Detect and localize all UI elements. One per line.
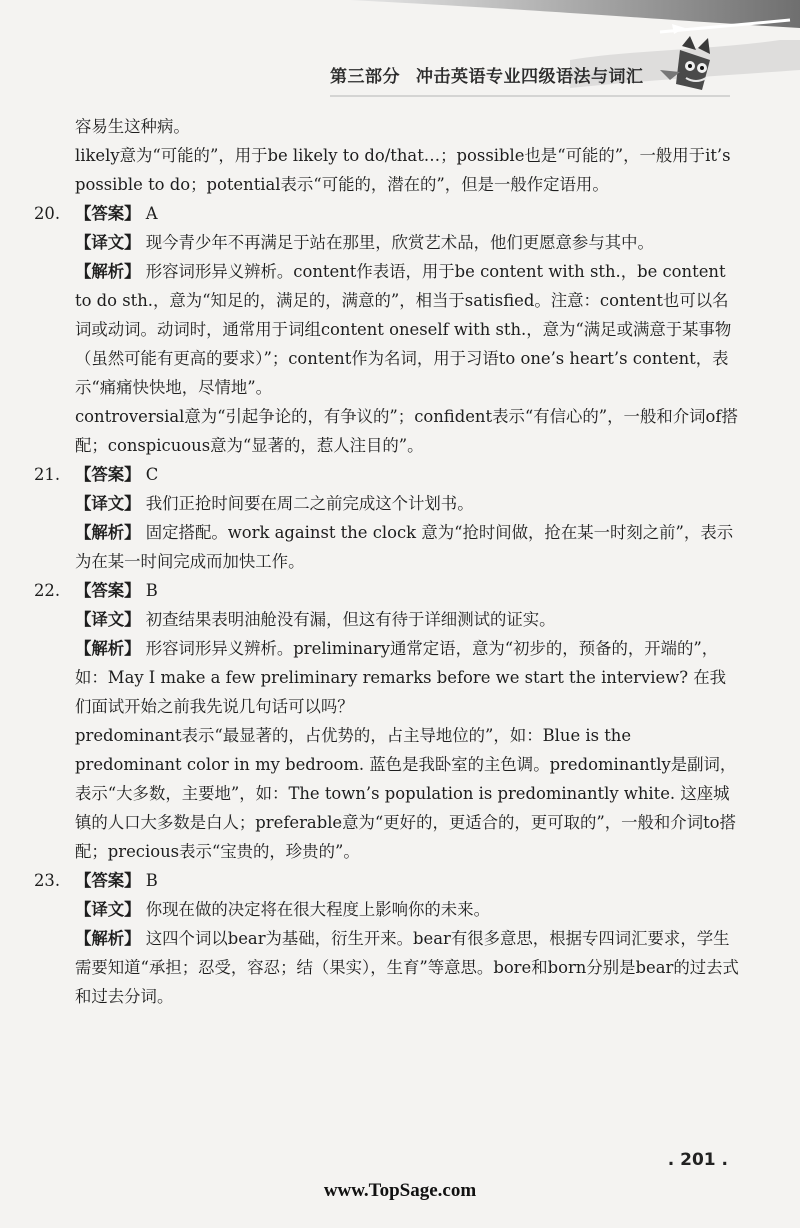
analysis-text: 这四个词以bear为基础，衍生开来。bear有很多意思，根据专四词汇要求，学生需要知道“承担；忍受，容忍；结（果实），生育”等意思。bore和born分别是bear的过去式和过去分词。 — [75, 929, 739, 1006]
item-number: 21. — [34, 465, 61, 484]
answer-line — [34, 576, 740, 605]
translation-label: 【译文】 — [75, 494, 141, 513]
header-decoration — [330, 0, 800, 120]
running-header — [330, 62, 644, 87]
intro-paragraph: 容易生这种病。 — [75, 117, 190, 136]
analysis-paragraph: predominant表示“最显著的，占优势的，占主导地位的”，如：Blue is the predominant color in my bedroom. 蓝色是我卧室的主色调。predominantly是副词，表示“大多数，主要地”，如：The town’s population is predominantly white. 这座城镇的人口大多数是白人；preferable意为“更好的，更适合的，更可取的”，一般和介词to搭配；precious表示“宝贵的，珍贵的”。 — [75, 726, 737, 861]
analysis-line — [40, 257, 740, 402]
answer-value: A — [145, 204, 158, 223]
answer-line — [34, 199, 740, 228]
page-number: . 201 . — [667, 1150, 728, 1170]
answer-value: B — [145, 871, 158, 890]
translation-label: 【译文】 — [75, 233, 141, 252]
translation-text: 你现在做的决定将在很大程度上影响你的未来。 — [145, 900, 490, 919]
analysis-text: 固定搭配。work against the clock 意为“抢时间做，抢在某一时刻之前”，表示为在某一时间完成而加快工作。 — [75, 523, 734, 571]
answer-label: 【答案】 — [75, 871, 141, 890]
translation-line — [40, 228, 740, 257]
translation-text: 我们正抢时间要在周二之前完成这个计划书。 — [145, 494, 474, 513]
answer-item — [34, 576, 740, 866]
translation-line — [40, 489, 740, 518]
footer-url: www.TopSage.com — [323, 1180, 477, 1201]
answer-line — [34, 866, 740, 895]
item-number: 20. — [34, 204, 61, 223]
analysis-line — [40, 518, 740, 576]
answer-label: 【答案】 — [75, 204, 141, 223]
analysis-label: 【解析】 — [75, 523, 141, 542]
analysis-text: 形容词形异义辨析。preliminary通常定语，意为“初步的，预备的，开端的”，如：May I make a few preliminary remarks before we start the interview? 在我们面试开始之前我先说几句话可以吗？ — [75, 639, 726, 716]
analysis-label: 【解析】 — [75, 929, 141, 948]
translation-label: 【译文】 — [75, 610, 141, 629]
translation-line — [40, 605, 740, 634]
translation-label: 【译文】 — [75, 900, 141, 919]
answer-item — [34, 460, 740, 576]
answer-label: 【答案】 — [75, 581, 141, 600]
header-title-text: 冲击英语专业四级语法与词汇 — [416, 67, 644, 87]
analysis-line — [40, 634, 740, 721]
translation-text: 现今青少年不再满足于站在那里，欣赏艺术品，他们更愿意参与其中。 — [145, 233, 654, 252]
analysis-text: 形容词形异义辨析。content作表语，用于be content with sth.，be content to do sth.，意为“知足的，满足的，满意的”，相当于satisfied。注意：content也可以名词或动词。动词时，通常用于词组content oneself with sth.，意为“满足或满意于某事物（虽然可能有更高的要求）”；content作为名词，用于习语to one’s heart’s content，表示“痛痛快快地，尽情地”。 — [75, 262, 732, 397]
translation-line — [40, 895, 740, 924]
answer-value: C — [145, 465, 159, 484]
answer-line — [34, 460, 740, 489]
page-body — [34, 112, 740, 1011]
analysis-paragraph: controversial意为“引起争论的，有争议的”；confident表示“有信心的”，一般和介词of搭配；conspicuous意为“显著的，惹人注目的”。 — [75, 407, 738, 455]
header-part: 第三部分 — [330, 67, 400, 87]
answer-label: 【答案】 — [75, 465, 141, 484]
answer-item — [34, 199, 740, 460]
answer-value: B — [145, 581, 158, 600]
analysis-line — [40, 924, 740, 1011]
item-number: 23. — [34, 871, 61, 890]
intro-paragraph: likely意为“可能的”，用于be likely to do/that…；possible也是“可能的”，一般用于it’s possible to do；potential表示“可能的，潜在的”，但是一般作定语用。 — [75, 146, 731, 194]
item-number: 22. — [34, 581, 61, 600]
analysis-label: 【解析】 — [75, 262, 141, 281]
analysis-label: 【解析】 — [75, 639, 141, 658]
translation-text: 初查结果表明油舱没有漏，但这有待于详细测试的证实。 — [145, 610, 556, 629]
answer-item — [34, 866, 740, 1011]
